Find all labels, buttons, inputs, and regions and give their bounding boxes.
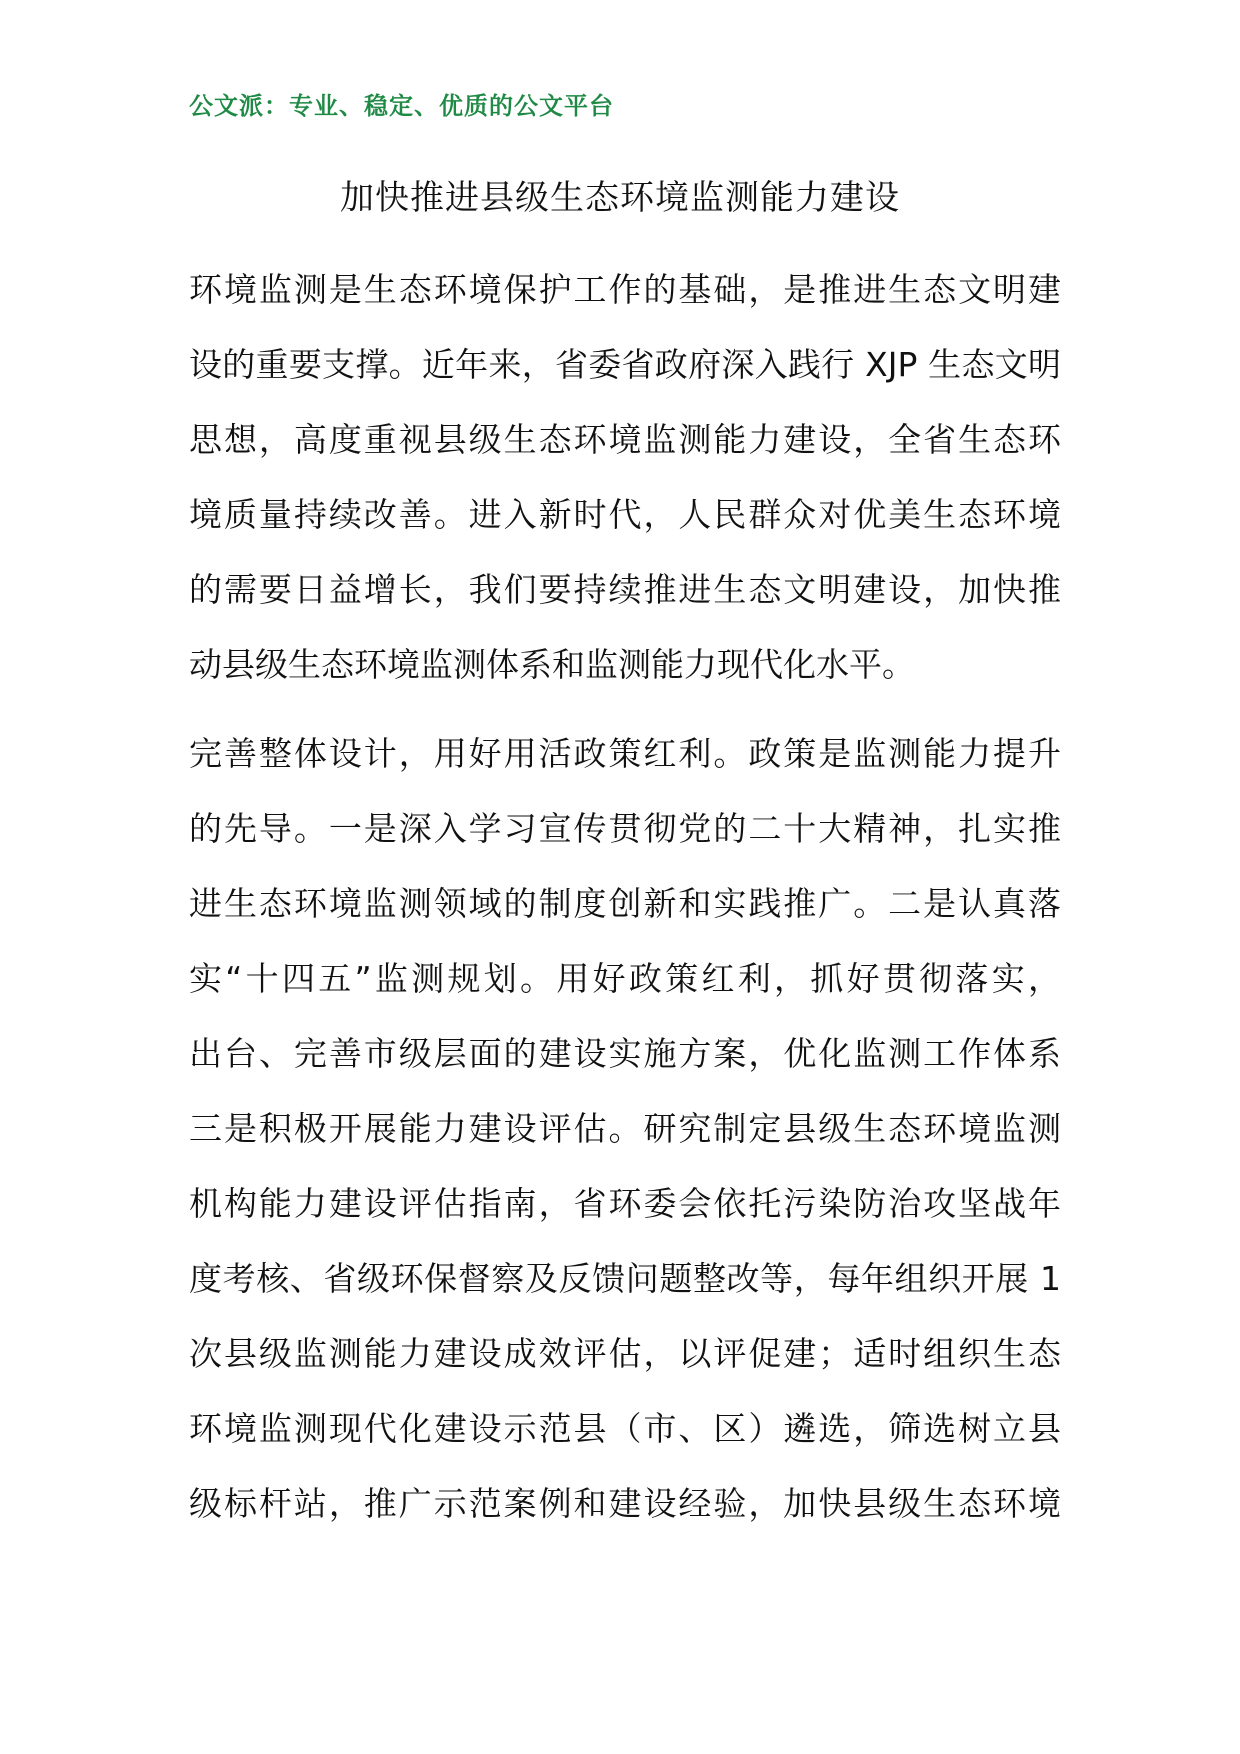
text-line: 的先导。一是深入学习宣传贯彻党的二十大精神，扎实推 (189, 809, 1061, 848)
text-line: 出台、完善市级层面的建设实施方案，优化监测工作体系 (189, 1034, 1061, 1073)
text-line: 次县级监测能力建设成效评估，以评促建；适时组织生态 (189, 1334, 1061, 1373)
text-line: 设的重要支撑。近年来，省委省政府深入践行 XJP 生态文明 (189, 345, 1061, 384)
text-line: 三是积极开展能力建设评估。研究制定县级生态环境监测 (189, 1109, 1061, 1148)
document-title: 加快推进县级生态环境监测能力建设 (340, 178, 900, 218)
text-line: 境质量持续改善。进入新时代，人民群众对优美生态环境 (189, 495, 1061, 534)
text-line: 度考核、省级环保督察及反馈问题整改等，每年组织开展 1 (189, 1259, 1061, 1298)
text-line: 的需要日益增长，我们要持续推进生态文明建设，加快推 (189, 570, 1061, 609)
text-line: 实“十四五”监测规划。用好政策红利，抓好贯彻落实， (189, 959, 1061, 998)
text-line: 思想，高度重视县级生态环境监测能力建设，全省生态环 (189, 420, 1061, 459)
text-line: 进生态环境监测领域的制度创新和实践推广。二是认真落 (189, 884, 1061, 923)
text-line: 环境监测现代化建设示范县（市、区）遴选，筛选树立县 (189, 1409, 1061, 1448)
document-body (189, 252, 1061, 1541)
text-line: 机构能力建设评估指南，省环委会依托污染防治攻坚战年 (189, 1184, 1061, 1223)
text-line: 级标杆站，推广示范案例和建设经验，加快县级生态环境 (189, 1484, 1061, 1523)
text-line: 完善整体设计，用好用活政策红利。政策是监测能力提升 (189, 734, 1061, 773)
text-line: 环境监测是生态环境保护工作的基础，是推进生态文明建 (189, 270, 1061, 309)
paragraph-1 (189, 252, 1061, 702)
text-line: 动县级生态环境监测体系和监测能力现代化水平。 (189, 645, 915, 684)
paragraph-2 (189, 716, 1061, 1541)
header-note: 公文派：专业、稳定、优质的公文平台 (189, 92, 614, 120)
